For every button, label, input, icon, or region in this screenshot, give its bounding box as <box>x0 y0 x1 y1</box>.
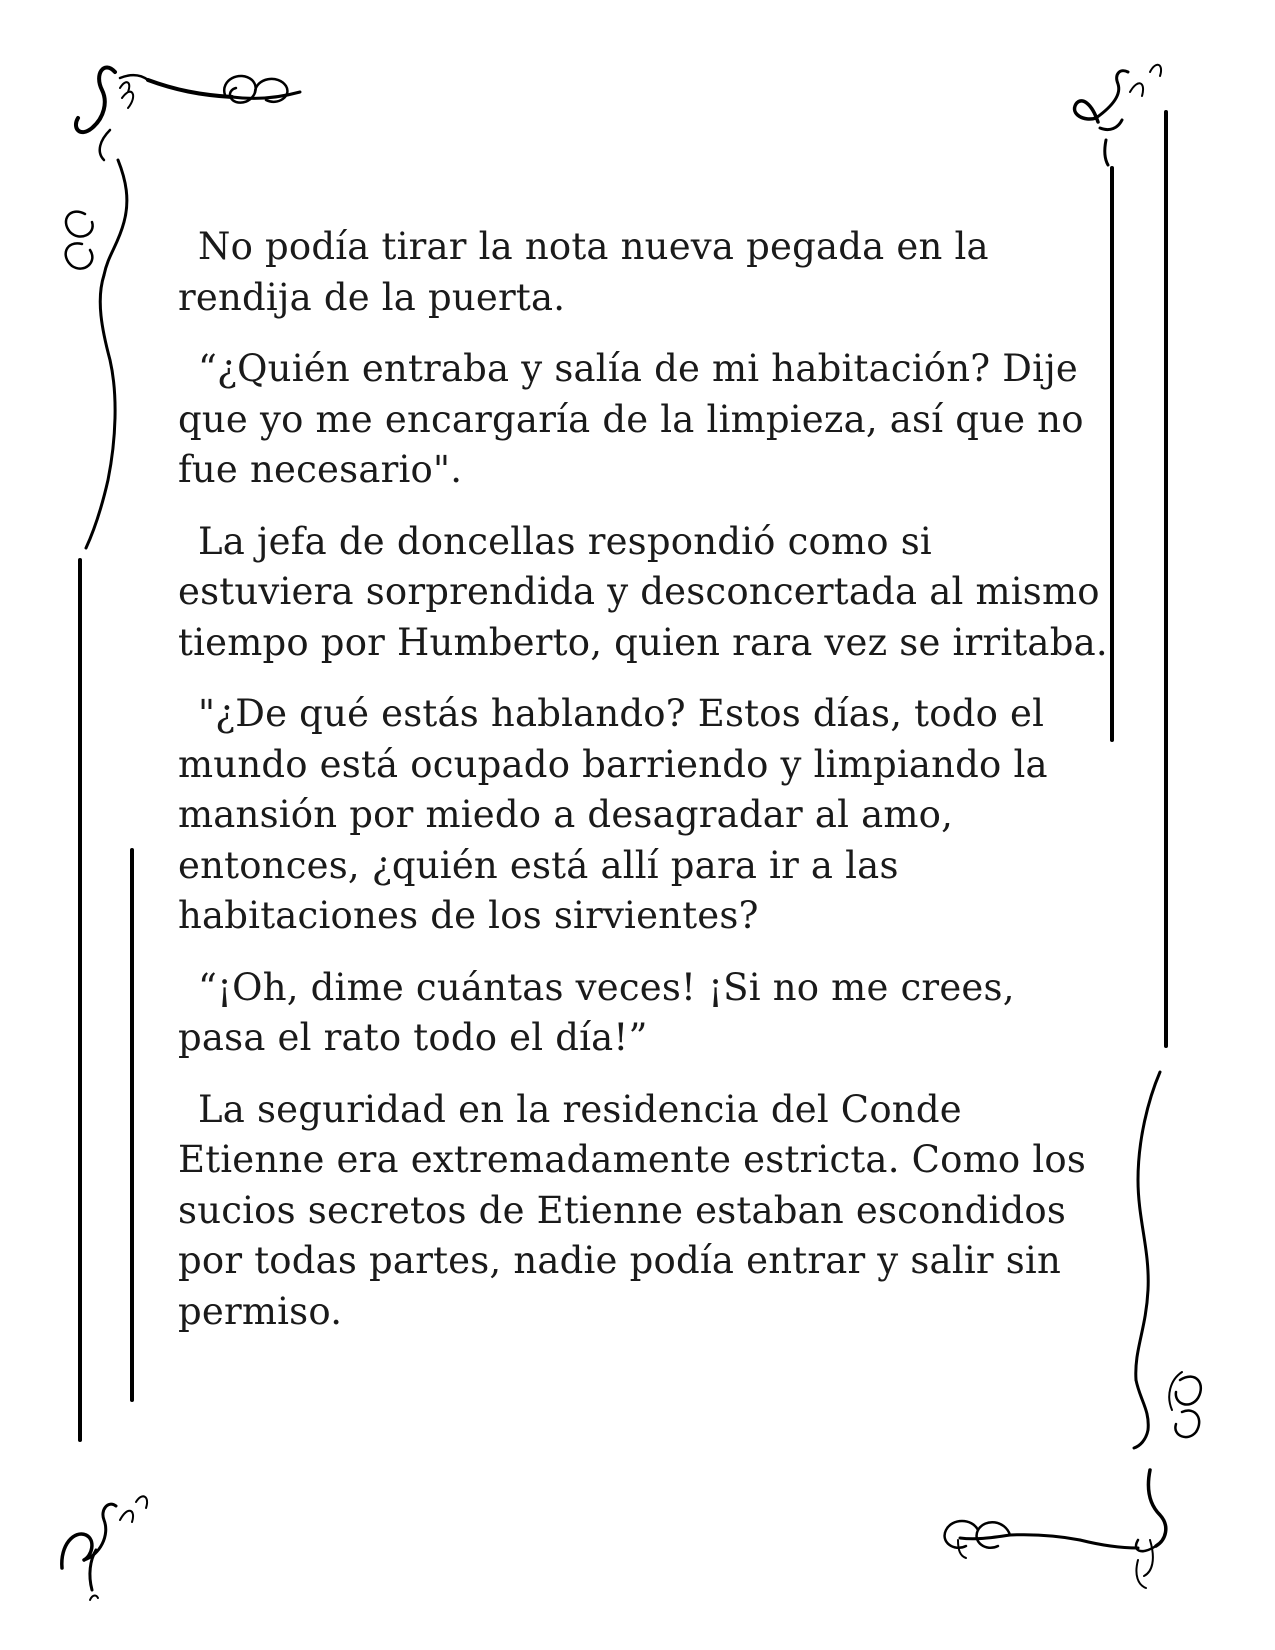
paragraph: No podía tirar la nota nueva pegada en la rendija de la puerta. <box>178 225 989 319</box>
body-text <box>178 222 1113 1358</box>
top-right-flourish-icon <box>1075 65 1162 165</box>
paragraph: La seguridad en la residencia del Conde Etienne era extremadamente estricta. Como los sucios secretos de Etienne estaban escondidos por todas partes, nadie podía entrar y salir sin permiso. <box>178 1087 1087 1333</box>
paragraph: “¡Oh, dime cuántas veces! ¡Si no me crees, pasa el rato todo el día!” <box>178 965 1015 1059</box>
paragraph: “¿Quién entraba y salía de mi habitación? Dije que yo me encargaría de la limpieza, así que no fue necesario". <box>178 347 1084 491</box>
paragraph: La jefa de doncellas respondió como si estuviera sorprendida y desconcertada al mismo tiempo por Humberto, quien rara vez se irritaba. <box>178 519 1108 664</box>
paragraph: "¿De qué estás hablando? Estos días, todo el mundo está ocupado barriendo y limpiando la mansión por miedo a desagradar al amo, entonces, ¿quién está allí para ir a las habitaciones de los sirvientes? <box>178 692 1048 937</box>
bottom-left-flourish-icon <box>62 1496 147 1600</box>
